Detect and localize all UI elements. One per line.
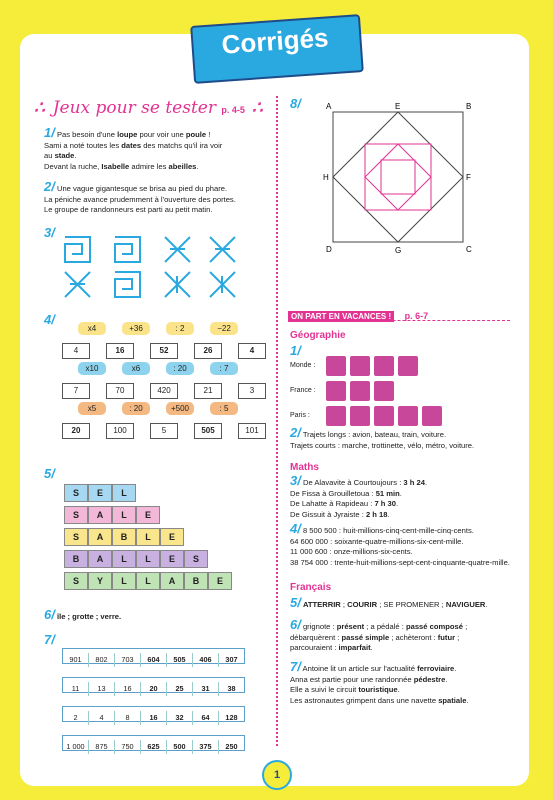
- q5-letter-cell: B: [184, 572, 208, 590]
- q4-operator: x4: [78, 322, 106, 335]
- q4-operator: +36: [122, 322, 150, 335]
- transport-icon: [326, 356, 346, 376]
- transport-icon: [326, 381, 346, 401]
- q5-letter-cell: E: [136, 506, 160, 524]
- page-number-badge: 1: [262, 760, 292, 790]
- q5-letter-cell: S: [64, 572, 88, 590]
- q7-sequence-row: 901 802 703 604 505 406 307: [62, 648, 245, 664]
- q4-value-box: 26: [194, 343, 222, 359]
- column-divider: [276, 96, 278, 746]
- q5-letter-cell: L: [112, 506, 136, 524]
- q4-operator: : 20: [122, 402, 150, 415]
- q4-operator: −22: [210, 322, 238, 335]
- title-banner: [192, 20, 358, 80]
- label-d: D: [326, 245, 332, 254]
- q5-letter-cell: S: [64, 506, 88, 524]
- q5-letter-cell: B: [64, 550, 88, 568]
- label-c: C: [466, 245, 472, 254]
- q8-number: 8/: [290, 96, 301, 111]
- q5-letter-cell: A: [88, 550, 112, 568]
- q4-value-box: 420: [150, 383, 178, 399]
- answer-maths-q3: 3/ De Alavavite à Courtoujours : 3 h 24. De Fissa à Grouilletoua : 51 min. De Lahatte à Rapideau : 7 h 30. De Gissuit à Jyraiste : 2 h 18.: [290, 473, 428, 519]
- label-h: H: [323, 173, 329, 182]
- transport-icon: [422, 406, 442, 426]
- q4-value-box: 101: [238, 423, 266, 439]
- q4-value-box: 70: [106, 383, 134, 399]
- q5-letter-cell: S: [184, 550, 208, 568]
- q5-letter-cell: E: [88, 484, 112, 502]
- label-b: B: [466, 102, 472, 111]
- q4-operator: x6: [122, 362, 150, 375]
- q4-value-box: 21: [194, 383, 222, 399]
- q5-letter-cell: E: [160, 528, 184, 546]
- q7-sequence-row: 2 4 8 16 32 64 128: [62, 706, 245, 722]
- q4-value-box: 4: [62, 343, 90, 359]
- q3-number: 3/: [44, 225, 55, 240]
- geo-heading: Géographie: [290, 330, 346, 341]
- q5-letter-cell: L: [112, 484, 136, 502]
- q4-value-box: 505: [194, 423, 222, 439]
- q8-geometry-figure: [318, 100, 478, 255]
- section-heading-vacances: ON PART EN VACANCES ! p. 6-7: [288, 306, 510, 321]
- maths-heading: Maths: [290, 462, 319, 473]
- geo-row-label: Monde :: [290, 362, 316, 369]
- q5-letter-cell: B: [112, 528, 136, 546]
- answer-fr-q7: 7/ Antoine lit un article sur l'actualité ferroviaire. Anna est partie pour une randonnée pédestre. Elle a suivi le circuit touristique. Les astronautes grimpent dans une navette spatiale.: [290, 659, 469, 705]
- transport-icon: [350, 406, 370, 426]
- q7-sequence-row: 1 000 875 750 625 500 375 250: [62, 735, 245, 751]
- q3-pattern-grid: [60, 232, 245, 304]
- geo-row-label: Paris :: [290, 412, 310, 419]
- q5-letter-cell: A: [88, 528, 112, 546]
- q7-number: 7/: [44, 632, 55, 647]
- q5-letter-cell: L: [112, 572, 136, 590]
- francais-heading: Français: [290, 582, 332, 593]
- q4-operator: : 5: [210, 402, 238, 415]
- q4-operator: +500: [166, 402, 194, 415]
- q4-operator: : 2: [166, 322, 194, 335]
- page-title: Corrigés: [220, 22, 330, 60]
- geo-q1-number: 1/: [290, 343, 301, 358]
- q5-letter-cell: S: [64, 528, 88, 546]
- answer-q2: 2/ Une vague gigantesque se brisa au pied du phare. La péniche avance prudemment à l'ouverture des portes. Le groupe de randonneurs est parti au petit matin.: [44, 179, 236, 214]
- q4-value-box: 4: [238, 343, 266, 359]
- transport-icon: [326, 406, 346, 426]
- geo-row-label: France :: [290, 387, 316, 394]
- q4-operator: : 7: [210, 362, 238, 375]
- answer-q6: 6/ île ; grotte ; verre.: [44, 607, 122, 622]
- q5-letter-cell: A: [88, 506, 112, 524]
- transport-icon: [374, 381, 394, 401]
- label-g: G: [395, 246, 402, 255]
- answer-fr-q6: 6/ grignote : présent ; a pédalé : passé composé ; débarquèrent : passé simple ; achèteront : futur ; parcouraient : imparfait.: [290, 617, 468, 652]
- section-heading-jeux: ∴ Jeux pour se tester p. 4-5 ∴: [34, 98, 264, 118]
- q4-value-box: 3: [238, 383, 266, 399]
- transport-icon: [398, 356, 418, 376]
- q4-value-box: 16: [106, 343, 134, 359]
- q5-letter-cell: L: [136, 550, 160, 568]
- q5-letter-cell: L: [112, 550, 136, 568]
- q7-sequence-row: 11 13 16 20 25 31 38: [62, 677, 245, 693]
- q5-letter-cell: A: [160, 572, 184, 590]
- q4-value-box: 52: [150, 343, 178, 359]
- transport-icon: [398, 406, 418, 426]
- transport-icon: [374, 406, 394, 426]
- q4-value-box: 20: [62, 423, 90, 439]
- q4-number: 4/: [44, 312, 55, 327]
- q5-letter-cell: Y: [88, 572, 112, 590]
- label-e: E: [395, 102, 401, 111]
- transport-icon: [350, 356, 370, 376]
- q5-letter-cell: S: [64, 484, 88, 502]
- q4-value-box: 7: [62, 383, 90, 399]
- q5-number: 5/: [44, 466, 55, 481]
- label-f: F: [466, 173, 471, 182]
- answer-q1: 1/ Pas besoin d'une loupe pour voir une poule ! Sami a noté toutes les dates des matchs qu'il ira voir au stade. Devant la ruche, Isabelle admire les abeilles.: [44, 125, 223, 171]
- q4-operator: x10: [78, 362, 106, 375]
- q5-letter-cell: E: [208, 572, 232, 590]
- answer-geo-q2: 2/ Trajets longs : avion, bateau, train, voiture. Trajets courts : marche, trottinette, vélo, métro, voiture.: [290, 425, 475, 450]
- transport-icon: [350, 381, 370, 401]
- label-a: A: [326, 102, 332, 111]
- q4-operator: : 20: [166, 362, 194, 375]
- answer-maths-q4: 4/ 8 500 500 : huit-millions-cinq-cent-mille-cinq-cents. 64 600 000 : soixante-quatre-millions-six-cent-mille. 11 000 600 : onze-millions-six-cents. 38 754 000 : trente-huit-millions-sept-cent-cinquante-quatre-mille.: [290, 521, 510, 567]
- q5-letter-cell: L: [136, 528, 160, 546]
- q5-letter-cell: L: [136, 572, 160, 590]
- answer-fr-q5: 5/ ATTERRIR ; COURIR ; SE PROMENER ; NAVIGUER.: [290, 595, 488, 610]
- q4-value-box: 100: [106, 423, 134, 439]
- q4-operator: x5: [78, 402, 106, 415]
- q4-value-box: 5: [150, 423, 178, 439]
- q5-letter-cell: E: [160, 550, 184, 568]
- transport-icon: [374, 356, 394, 376]
